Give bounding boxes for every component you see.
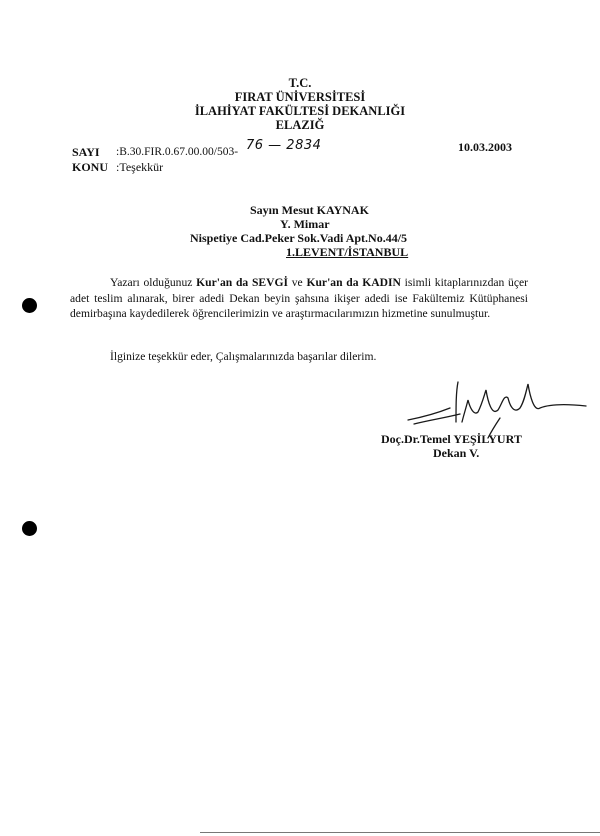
- recipient-address: Nispetiye Cad.Peker Sok.Vadi Apt.No.44/5: [190, 231, 408, 245]
- header-tc: T.C.: [288, 76, 312, 90]
- recipient-name: Sayın Mesut KAYNAK: [250, 203, 369, 217]
- punch-hole-bottom: [22, 521, 37, 536]
- recipient-city: 1.LEVENT/İSTANBUL: [286, 245, 409, 259]
- letter-date: 10.03.2003: [458, 140, 512, 154]
- header-faculty: İLAHİYAT FAKÜLTESİ DEKANLIĞI: [194, 104, 406, 118]
- sayi-value: :B.30.FIR.0.67.00.00/503-: [116, 146, 239, 158]
- bottom-edge-line: [200, 832, 600, 833]
- recipient-title: Y. Mimar: [280, 217, 330, 231]
- signatory-name: Doç.Dr.Temel YEŞİLYURT: [381, 432, 522, 446]
- header-university: FIRAT ÜNİVERSİTESİ: [234, 90, 366, 104]
- header-city: ELAZIĞ: [275, 118, 325, 132]
- handwritten-signature: [400, 378, 590, 440]
- body-paragraph-2: İlginize teşekkür eder, Çalışmalarınızda başarılar dilerim.: [110, 350, 377, 363]
- konu-label: KONU: [72, 160, 108, 174]
- body-paragraph-1: Yazarı olduğunuz Kur'an da SEVGİ ve Kur'an da KADIN isimli kitaplarınızdan üçer adet teslim alınarak, birer adedi Dekan beyin şahsına ikişer adedi ise Fakültemiz Kütüphanesi demirbaşına kaydedilerek öğrencilerimizin ve araştırmacılarımızın hizmetine sunulmuştur.: [70, 276, 528, 320]
- book-title-1: Kur'an da SEVGİ: [196, 276, 289, 289]
- book-title-2: Kur'an da KADIN: [306, 276, 401, 289]
- konu-value: :Teşekkür: [116, 160, 164, 174]
- sayi-label: SAYI: [72, 145, 100, 159]
- sayi-handwritten: 76 — 2834: [246, 138, 322, 153]
- punch-hole-top: [22, 298, 37, 313]
- signatory-role: Dekan V.: [433, 446, 480, 460]
